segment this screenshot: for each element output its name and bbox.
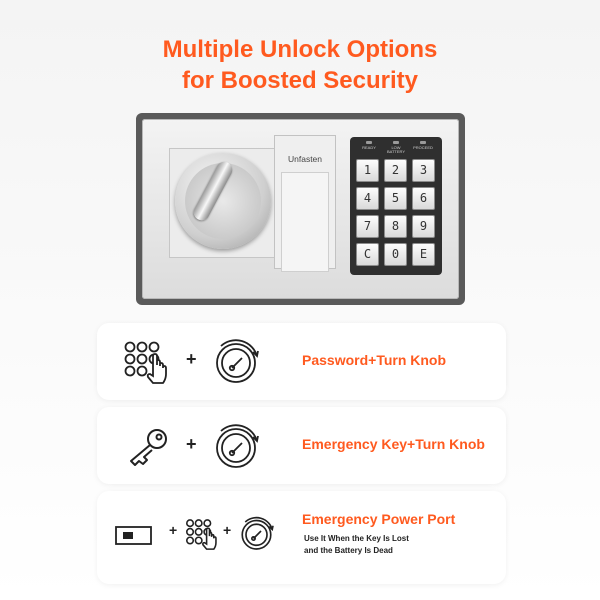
plus-sign: + [186, 434, 197, 454]
battery-port-icon [115, 525, 153, 547]
led-ready [366, 141, 372, 144]
unfasten-label: Unfasten [287, 154, 323, 164]
headline-line-2: for Boosted Security [181, 67, 419, 94]
turn-knob[interactable] [175, 153, 271, 249]
option-card-power-port [97, 491, 506, 584]
option-title: Emergency Key+Turn Knob [302, 436, 485, 452]
key-clear[interactable]: C [356, 243, 379, 266]
option-description [304, 533, 494, 557]
option-card-password [97, 323, 506, 400]
key-4[interactable]: 4 [356, 187, 379, 210]
option-description-line-2: and the Battery Is Dead [304, 546, 393, 555]
key-2[interactable]: 2 [384, 159, 407, 182]
led-proceed [420, 141, 426, 144]
led-low-battery [393, 141, 399, 144]
key-grid [356, 159, 436, 267]
knob-plate [169, 148, 279, 258]
key-9[interactable]: 9 [412, 215, 435, 238]
headline-line-1: Multiple Unlock Options [162, 36, 438, 63]
option-description-line-1: Use It When the Key Is Lost [304, 534, 409, 543]
key-0[interactable]: 0 [384, 243, 407, 266]
key-enter[interactable]: E [412, 243, 435, 266]
key-6[interactable]: 6 [412, 187, 435, 210]
key-icon [121, 427, 171, 467]
keypad [350, 137, 442, 275]
keypad-icon [123, 340, 173, 384]
safe-panel [136, 113, 465, 305]
key-3[interactable]: 3 [412, 159, 435, 182]
led-label-ready: READY [362, 145, 376, 150]
key-1[interactable]: 1 [356, 159, 379, 182]
led-label-low-battery: LOW BATTERY [386, 145, 406, 154]
option-card-key [97, 407, 506, 484]
option-title: Password+Turn Knob [302, 352, 447, 368]
safe-face [142, 119, 459, 299]
key-7[interactable]: 7 [356, 215, 379, 238]
unfasten-slot [281, 172, 329, 272]
plus-sign: + [186, 349, 197, 369]
knob-icon [213, 423, 263, 471]
option-title: Emergency Power Port [302, 511, 456, 527]
knob-icon [213, 338, 263, 386]
key-5[interactable]: 5 [384, 187, 407, 210]
keypad-icon [185, 516, 221, 552]
key-8[interactable]: 8 [384, 215, 407, 238]
headline [0, 34, 600, 96]
plus-sign: + [169, 522, 178, 538]
knob-icon [239, 516, 277, 552]
indicator-lights [356, 141, 436, 157]
led-label-proceed: PROCEED [413, 145, 433, 150]
plus-sign: + [223, 522, 232, 538]
unfasten-panel [274, 135, 336, 269]
